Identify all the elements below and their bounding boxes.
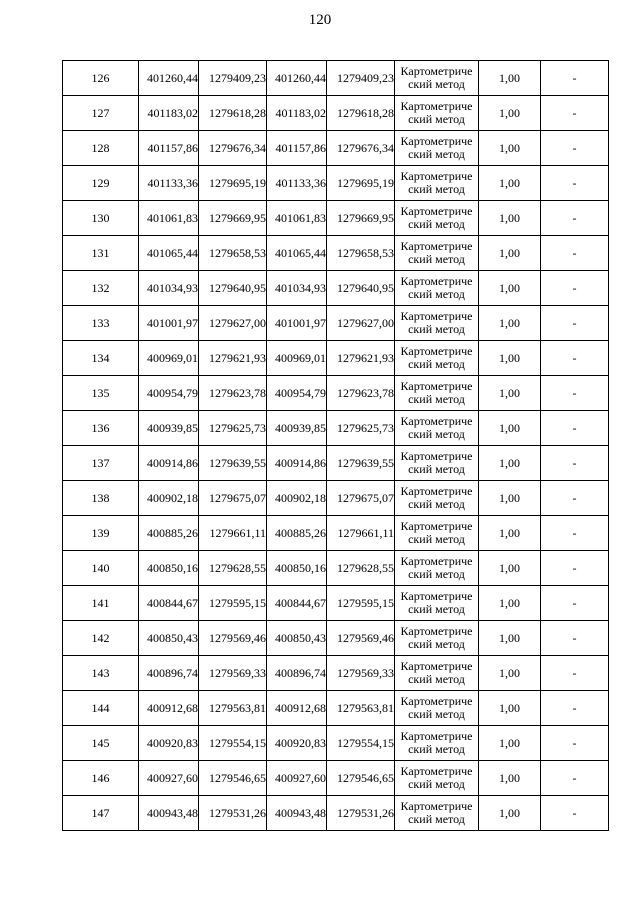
method-cell [395, 306, 479, 341]
y-coordinate-new-cell: 1279628,55 [327, 551, 395, 586]
method-line-2: ский метод [408, 742, 465, 756]
accuracy-cell: 1,00 [479, 166, 541, 201]
method-line-1: Картометриче [400, 414, 473, 428]
accuracy-cell: 1,00 [479, 656, 541, 691]
method-line-2: ский метод [408, 602, 465, 616]
point-number-cell: 130 [63, 201, 139, 236]
y-coordinate-cell: 1279627,00 [199, 306, 267, 341]
note-cell: - [541, 411, 609, 446]
accuracy-cell: 1,00 [479, 726, 541, 761]
x-coordinate-new-cell: 401034,93 [267, 271, 327, 306]
method-cell [395, 586, 479, 621]
y-coordinate-new-cell: 1279661,11 [327, 516, 395, 551]
note-cell: - [541, 726, 609, 761]
point-number-cell: 139 [63, 516, 139, 551]
note-cell: - [541, 271, 609, 306]
x-coordinate-cell: 400920,83 [139, 726, 199, 761]
note-cell: - [541, 446, 609, 481]
x-coordinate-cell: 401001,97 [139, 306, 199, 341]
x-coordinate-cell: 400943,48 [139, 796, 199, 831]
y-coordinate-cell: 1279661,11 [199, 516, 267, 551]
x-coordinate-cell: 401183,02 [139, 96, 199, 131]
method-line-1: Картометриче [400, 169, 473, 183]
method-cell [395, 341, 479, 376]
y-coordinate-cell: 1279554,15 [199, 726, 267, 761]
y-coordinate-new-cell: 1279621,93 [327, 341, 395, 376]
note-cell: - [541, 61, 609, 96]
note-cell: - [541, 586, 609, 621]
method-line-1: Картометриче [400, 274, 473, 288]
method-line-1: Картометриче [400, 309, 473, 323]
point-number-cell: 140 [63, 551, 139, 586]
note-cell: - [541, 131, 609, 166]
table-body [63, 61, 609, 831]
method-cell [395, 656, 479, 691]
accuracy-cell: 1,00 [479, 271, 541, 306]
y-coordinate-new-cell: 1279639,55 [327, 446, 395, 481]
y-coordinate-new-cell: 1279409,23 [327, 61, 395, 96]
point-number-cell: 136 [63, 411, 139, 446]
method-line-1: Картометриче [400, 764, 473, 778]
method-line-2: ский метод [408, 637, 465, 651]
accuracy-cell: 1,00 [479, 586, 541, 621]
method-line-2: ский метод [408, 147, 465, 161]
point-number-cell: 131 [63, 236, 139, 271]
x-coordinate-new-cell: 401183,02 [267, 96, 327, 131]
x-coordinate-new-cell: 400885,26 [267, 516, 327, 551]
y-coordinate-cell: 1279676,34 [199, 131, 267, 166]
method-cell [395, 201, 479, 236]
point-number-cell: 128 [63, 131, 139, 166]
x-coordinate-new-cell: 400912,68 [267, 691, 327, 726]
method-line-2: ский метод [408, 672, 465, 686]
method-line-1: Картометриче [400, 204, 473, 218]
note-cell: - [541, 481, 609, 516]
method-line-1: Картометриче [400, 449, 473, 463]
table-row [63, 131, 609, 166]
y-coordinate-cell: 1279546,65 [199, 761, 267, 796]
table-row [63, 761, 609, 796]
x-coordinate-cell: 400844,67 [139, 586, 199, 621]
method-cell [395, 446, 479, 481]
table-row [63, 96, 609, 131]
y-coordinate-new-cell: 1279623,78 [327, 376, 395, 411]
method-line-1: Картометриче [400, 64, 473, 78]
method-line-1: Картометриче [400, 694, 473, 708]
accuracy-cell: 1,00 [479, 796, 541, 831]
y-coordinate-new-cell: 1279658,53 [327, 236, 395, 271]
table-row [63, 551, 609, 586]
table-row [63, 796, 609, 831]
y-coordinate-cell: 1279658,53 [199, 236, 267, 271]
method-cell [395, 551, 479, 586]
point-number-cell: 137 [63, 446, 139, 481]
y-coordinate-cell: 1279639,55 [199, 446, 267, 481]
point-number-cell: 133 [63, 306, 139, 341]
point-number-cell: 135 [63, 376, 139, 411]
note-cell: - [541, 691, 609, 726]
point-number-cell: 145 [63, 726, 139, 761]
note-cell: - [541, 166, 609, 201]
method-line-1: Картометриче [400, 519, 473, 533]
method-line-2: ский метод [408, 322, 465, 336]
y-coordinate-cell: 1279669,95 [199, 201, 267, 236]
method-cell [395, 96, 479, 131]
accuracy-cell: 1,00 [479, 516, 541, 551]
method-line-1: Картометриче [400, 344, 473, 358]
method-line-2: ский метод [408, 182, 465, 196]
method-line-1: Картометриче [400, 589, 473, 603]
method-line-2: ский метод [408, 112, 465, 126]
method-line-2: ский метод [408, 812, 465, 826]
method-line-2: ский метод [408, 77, 465, 91]
method-cell [395, 376, 479, 411]
accuracy-cell: 1,00 [479, 481, 541, 516]
table-row [63, 341, 609, 376]
method-line-1: Картометриче [400, 659, 473, 673]
x-coordinate-cell: 400850,43 [139, 621, 199, 656]
method-line-2: ский метод [408, 217, 465, 231]
point-number-cell: 126 [63, 61, 139, 96]
note-cell: - [541, 551, 609, 586]
x-coordinate-cell: 400969,01 [139, 341, 199, 376]
x-coordinate-new-cell: 400927,60 [267, 761, 327, 796]
point-number-cell: 129 [63, 166, 139, 201]
y-coordinate-cell: 1279628,55 [199, 551, 267, 586]
accuracy-cell: 1,00 [479, 306, 541, 341]
method-line-1: Картометриче [400, 99, 473, 113]
y-coordinate-cell: 1279409,23 [199, 61, 267, 96]
y-coordinate-new-cell: 1279695,19 [327, 166, 395, 201]
table-row [63, 656, 609, 691]
page-number: 120 [308, 12, 332, 28]
point-number-cell: 138 [63, 481, 139, 516]
method-cell [395, 481, 479, 516]
table-row [63, 446, 609, 481]
y-coordinate-cell: 1279625,73 [199, 411, 267, 446]
accuracy-cell: 1,00 [479, 131, 541, 166]
method-cell [395, 796, 479, 831]
method-cell [395, 236, 479, 271]
x-coordinate-cell: 400850,16 [139, 551, 199, 586]
point-number-cell: 146 [63, 761, 139, 796]
y-coordinate-new-cell: 1279563,81 [327, 691, 395, 726]
x-coordinate-cell: 400954,79 [139, 376, 199, 411]
y-coordinate-cell: 1279640,95 [199, 271, 267, 306]
accuracy-cell: 1,00 [479, 201, 541, 236]
y-coordinate-new-cell: 1279640,95 [327, 271, 395, 306]
method-line-2: ский метод [408, 532, 465, 546]
method-line-1: Картометриче [400, 729, 473, 743]
note-cell: - [541, 376, 609, 411]
y-coordinate-cell: 1279675,07 [199, 481, 267, 516]
method-line-2: ский метод [408, 427, 465, 441]
point-number-cell: 141 [63, 586, 139, 621]
method-line-1: Картометриче [400, 554, 473, 568]
y-coordinate-new-cell: 1279618,28 [327, 96, 395, 131]
point-number-cell: 144 [63, 691, 139, 726]
x-coordinate-cell: 400896,74 [139, 656, 199, 691]
accuracy-cell: 1,00 [479, 446, 541, 481]
note-cell: - [541, 656, 609, 691]
method-cell [395, 131, 479, 166]
method-line-1: Картометриче [400, 239, 473, 253]
method-cell [395, 411, 479, 446]
accuracy-cell: 1,00 [479, 96, 541, 131]
x-coordinate-new-cell: 400943,48 [267, 796, 327, 831]
point-number-cell: 132 [63, 271, 139, 306]
y-coordinate-cell: 1279563,81 [199, 691, 267, 726]
method-line-2: ский метод [408, 357, 465, 371]
x-coordinate-cell: 401061,83 [139, 201, 199, 236]
table-row [63, 61, 609, 96]
table-row [63, 376, 609, 411]
y-coordinate-new-cell: 1279554,15 [327, 726, 395, 761]
x-coordinate-new-cell: 401260,44 [267, 61, 327, 96]
x-coordinate-cell: 400912,68 [139, 691, 199, 726]
table-row [63, 691, 609, 726]
method-cell [395, 271, 479, 306]
y-coordinate-cell: 1279695,19 [199, 166, 267, 201]
method-cell [395, 516, 479, 551]
x-coordinate-cell: 401065,44 [139, 236, 199, 271]
method-cell [395, 726, 479, 761]
y-coordinate-new-cell: 1279675,07 [327, 481, 395, 516]
table-row [63, 201, 609, 236]
table-row [63, 586, 609, 621]
accuracy-cell: 1,00 [479, 411, 541, 446]
x-coordinate-new-cell: 400920,83 [267, 726, 327, 761]
method-line-2: ский метод [408, 707, 465, 721]
note-cell: - [541, 516, 609, 551]
table-row [63, 481, 609, 516]
accuracy-cell: 1,00 [479, 61, 541, 96]
x-coordinate-cell: 400885,26 [139, 516, 199, 551]
method-line-2: ский метод [408, 392, 465, 406]
method-cell [395, 691, 479, 726]
x-coordinate-new-cell: 400844,67 [267, 586, 327, 621]
x-coordinate-new-cell: 401157,86 [267, 131, 327, 166]
method-cell [395, 621, 479, 656]
x-coordinate-cell: 400927,60 [139, 761, 199, 796]
x-coordinate-cell: 401133,36 [139, 166, 199, 201]
x-coordinate-new-cell: 400902,18 [267, 481, 327, 516]
note-cell: - [541, 201, 609, 236]
x-coordinate-new-cell: 401061,83 [267, 201, 327, 236]
point-number-cell: 143 [63, 656, 139, 691]
y-coordinate-new-cell: 1279531,26 [327, 796, 395, 831]
method-cell [395, 61, 479, 96]
method-cell [395, 761, 479, 796]
point-number-cell: 134 [63, 341, 139, 376]
y-coordinate-cell: 1279621,93 [199, 341, 267, 376]
method-cell [395, 166, 479, 201]
table-row [63, 516, 609, 551]
x-coordinate-new-cell: 400969,01 [267, 341, 327, 376]
y-coordinate-cell: 1279595,15 [199, 586, 267, 621]
x-coordinate-new-cell: 400954,79 [267, 376, 327, 411]
method-line-2: ский метод [408, 777, 465, 791]
accuracy-cell: 1,00 [479, 551, 541, 586]
accuracy-cell: 1,00 [479, 761, 541, 796]
y-coordinate-new-cell: 1279569,33 [327, 656, 395, 691]
y-coordinate-new-cell: 1279676,34 [327, 131, 395, 166]
point-number-cell: 142 [63, 621, 139, 656]
x-coordinate-cell: 401157,86 [139, 131, 199, 166]
method-line-1: Картометриче [400, 379, 473, 393]
x-coordinate-new-cell: 400850,16 [267, 551, 327, 586]
x-coordinate-cell: 400939,85 [139, 411, 199, 446]
table-row [63, 271, 609, 306]
method-line-2: ский метод [408, 252, 465, 266]
note-cell: - [541, 236, 609, 271]
table-row [63, 726, 609, 761]
x-coordinate-new-cell: 400914,86 [267, 446, 327, 481]
method-line-1: Картометриче [400, 799, 473, 813]
accuracy-cell: 1,00 [479, 341, 541, 376]
accuracy-cell: 1,00 [479, 236, 541, 271]
x-coordinate-new-cell: 400896,74 [267, 656, 327, 691]
coordinates-table [62, 60, 609, 831]
y-coordinate-new-cell: 1279627,00 [327, 306, 395, 341]
method-line-2: ский метод [408, 567, 465, 581]
method-line-1: Картометриче [400, 134, 473, 148]
method-line-1: Картометриче [400, 484, 473, 498]
note-cell: - [541, 341, 609, 376]
y-coordinate-cell: 1279569,33 [199, 656, 267, 691]
table-row [63, 236, 609, 271]
x-coordinate-new-cell: 401065,44 [267, 236, 327, 271]
accuracy-cell: 1,00 [479, 621, 541, 656]
note-cell: - [541, 796, 609, 831]
y-coordinate-new-cell: 1279569,46 [327, 621, 395, 656]
table-row [63, 166, 609, 201]
y-coordinate-cell: 1279569,46 [199, 621, 267, 656]
y-coordinate-cell: 1279623,78 [199, 376, 267, 411]
x-coordinate-cell: 400914,86 [139, 446, 199, 481]
note-cell: - [541, 306, 609, 341]
x-coordinate-cell: 401034,93 [139, 271, 199, 306]
x-coordinate-cell: 401260,44 [139, 61, 199, 96]
y-coordinate-new-cell: 1279546,65 [327, 761, 395, 796]
table-row [63, 306, 609, 341]
y-coordinate-new-cell: 1279625,73 [327, 411, 395, 446]
y-coordinate-new-cell: 1279595,15 [327, 586, 395, 621]
x-coordinate-new-cell: 401133,36 [267, 166, 327, 201]
method-line-2: ский метод [408, 497, 465, 511]
point-number-cell: 147 [63, 796, 139, 831]
x-coordinate-new-cell: 401001,97 [267, 306, 327, 341]
method-line-2: ский метод [408, 287, 465, 301]
y-coordinate-cell: 1279618,28 [199, 96, 267, 131]
accuracy-cell: 1,00 [479, 376, 541, 411]
note-cell: - [541, 621, 609, 656]
table-row [63, 411, 609, 446]
x-coordinate-new-cell: 400850,43 [267, 621, 327, 656]
accuracy-cell: 1,00 [479, 691, 541, 726]
table-row [63, 621, 609, 656]
point-number-cell: 127 [63, 96, 139, 131]
y-coordinate-cell: 1279531,26 [199, 796, 267, 831]
x-coordinate-new-cell: 400939,85 [267, 411, 327, 446]
y-coordinate-new-cell: 1279669,95 [327, 201, 395, 236]
note-cell: - [541, 761, 609, 796]
note-cell: - [541, 96, 609, 131]
method-line-1: Картометриче [400, 624, 473, 638]
x-coordinate-cell: 400902,18 [139, 481, 199, 516]
method-line-2: ский метод [408, 462, 465, 476]
